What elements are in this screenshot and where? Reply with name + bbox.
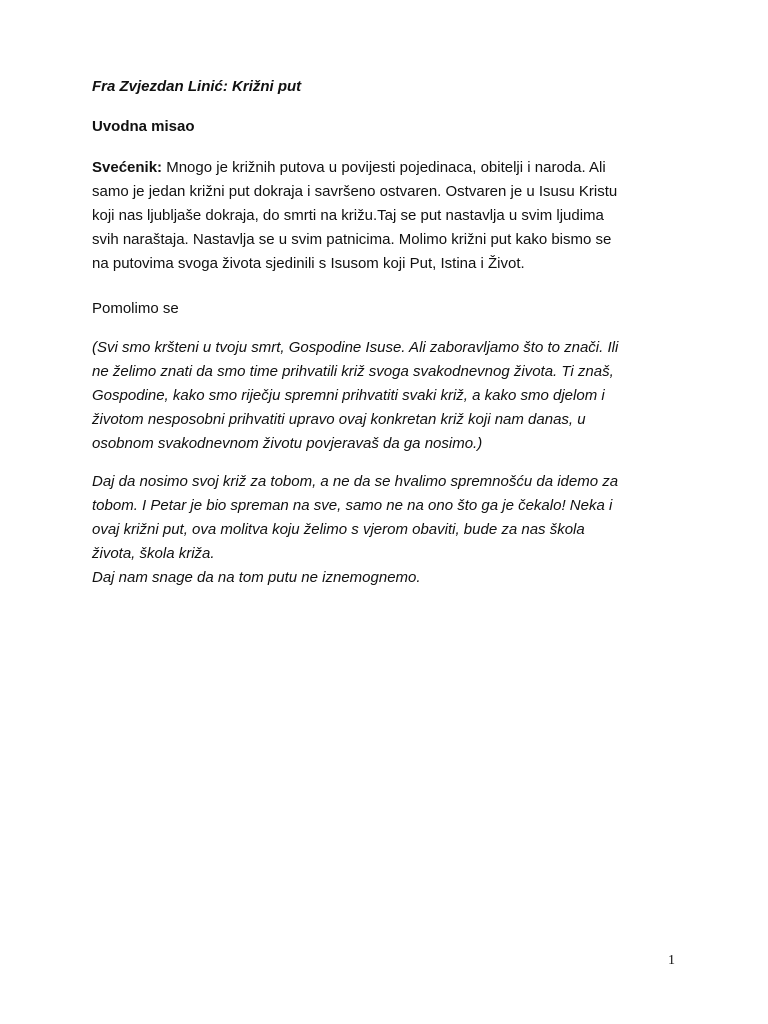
prayer-2-line-1: Daj da nosimo svoj križ za tobom, a ne da se hvalimo spremnošću da idemo za bbox=[92, 473, 619, 490]
prayer-1-line-5: osobnom svakodnevnom životu povjeravaš da ga nosimo.) bbox=[92, 435, 483, 452]
intro-line-1 bbox=[92, 156, 682, 180]
intro-line-3: koji nas ljubljaše dokraja, do smrti na križu.Taj se put nastavlja u svim ljudima bbox=[92, 207, 604, 224]
prayer-1-line-4: životom nesposobni prihvatiti upravo ovaj konkretan križ koji nam danas, u bbox=[92, 411, 586, 428]
document-title: Fra Zvjezdan Linić: Križni put bbox=[92, 78, 302, 95]
document-body bbox=[92, 76, 682, 604]
intro-line-5: na putovima svoga života sjedinili s Isusom koji Put, Istina i Život. bbox=[92, 255, 525, 272]
prayer-2-line-3: ovaj križni put, ova molitva koju želimo s vjerom obaviti, bude za nas škola bbox=[92, 521, 585, 538]
page-number: 1 bbox=[668, 953, 675, 968]
prayer-1-line-1: (Svi smo kršteni u tvoju smrt, Gospodine Isuse. Ali zaboravljamo što to znači. Ili bbox=[92, 339, 619, 356]
prayer-paragraph-2 bbox=[92, 470, 682, 590]
prayer-2-line-5: Daj nam snage da na tom putu ne iznemognemo. bbox=[92, 569, 421, 586]
prayer-1-line-2: ne želimo znati da smo time prihvatili križ svoga svakodnevnog života. Ti znaš, bbox=[92, 363, 614, 380]
prayer-heading: Pomolimo se bbox=[92, 300, 179, 317]
prayer-2-line-4: života, škola križa. bbox=[92, 545, 215, 562]
intro-line-1-text: Mnogo je križnih putova u povijesti pojedinaca, obitelji i naroda. Ali bbox=[162, 159, 606, 176]
prayer-1-line-3: Gospodine, kako smo riječju spremni prihvatiti svaki križ, a kako smo djelom i bbox=[92, 387, 605, 404]
intro-line-4: svih naraštaja. Nastavlja se u svim patnicima. Molimo križni put kako bismo se bbox=[92, 231, 612, 248]
intro-heading: Uvodna misao bbox=[92, 118, 195, 135]
prayer-2-line-2: tobom. I Petar je bio spreman na sve, samo ne na ono što ga je čekalo! Neka i bbox=[92, 497, 613, 514]
intro-line-2: samo je jedan križni put dokraja i savršeno ostvaren. Ostvaren je u Isusu Kristu bbox=[92, 183, 618, 200]
speaker-label: Svećenik: bbox=[92, 159, 163, 176]
intro-paragraph bbox=[92, 156, 682, 276]
prayer-paragraph-1 bbox=[92, 336, 682, 456]
